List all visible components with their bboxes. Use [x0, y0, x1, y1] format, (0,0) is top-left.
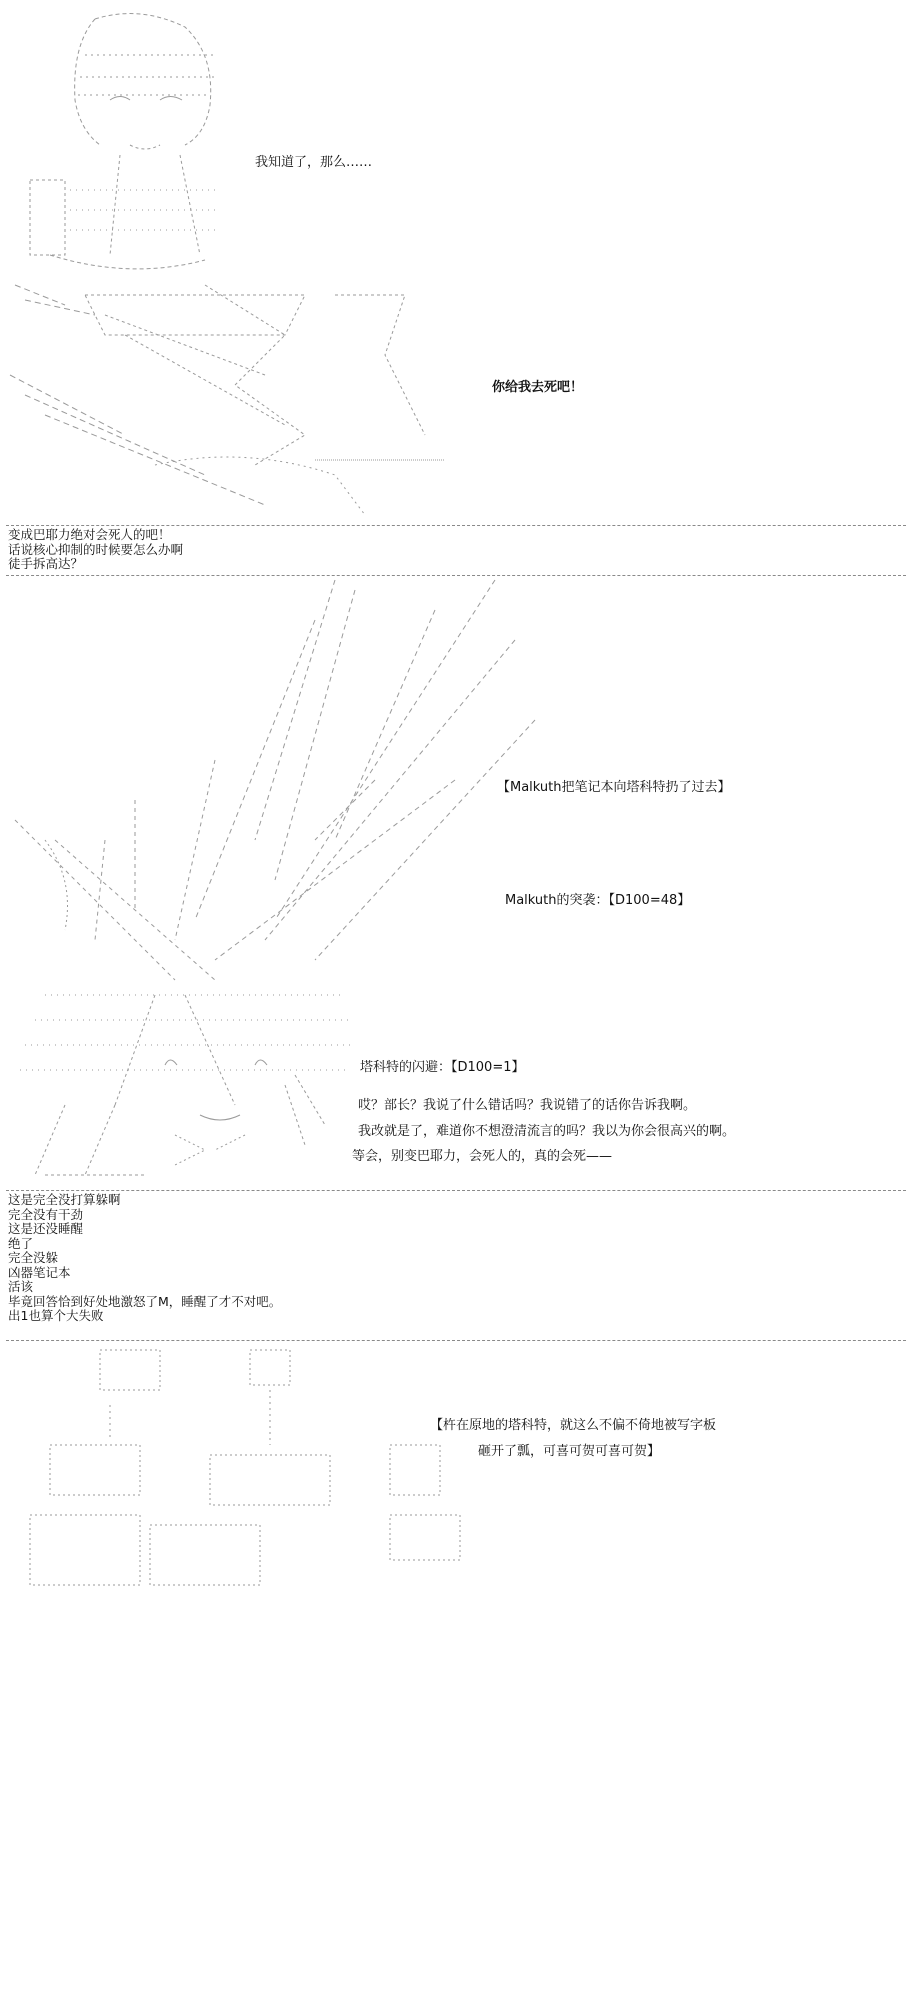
- comment-line: 毕竟回答恰到好处地激怒了M，睡醒了才不对吧。: [8, 1293, 282, 1309]
- section-divider: [6, 1190, 906, 1191]
- comment-line: 话说核心抑制的时候要怎么办啊: [8, 541, 184, 557]
- section-divider: [6, 575, 906, 576]
- comment-line: 活该: [8, 1279, 34, 1294]
- malkuth-attack-roll: Malkuth的突袭：【D100=48】: [505, 893, 691, 908]
- comment-block-2: [8, 1193, 281, 1324]
- takete-line-3: 等会，别变巴耶力，会死人的，真的会死——: [352, 1149, 613, 1164]
- comment-line: 完全没有干劲: [8, 1206, 84, 1222]
- section-divider: [6, 1340, 906, 1341]
- speed-lines-art: [15, 580, 535, 980]
- comment-line: 凶器笔记本: [8, 1264, 71, 1280]
- comment-line: 出1也算个大失败: [8, 1308, 104, 1323]
- narration-line-1: 【杵在原地的塔科特，就这么不偏不倚地被写字板: [430, 1418, 717, 1433]
- character-portrait-art: [10, 5, 270, 265]
- narration-line-2: 砸开了瓢，可喜可贺可喜可贺】: [478, 1444, 661, 1459]
- comment-line: 这是还没睡醒: [8, 1221, 84, 1236]
- malkuth-action-note: 【Malkuth把笔记本向塔科特扔了过去】: [497, 780, 731, 795]
- takete-line-1: 哎？部长？我说了什么错话吗？我说错了的话你告诉我啊。: [358, 1098, 697, 1113]
- character-line-1: 我知道了，那么……: [255, 155, 373, 170]
- comment-line: 变成巴耶力绝对会死人的吧！: [8, 527, 171, 542]
- attack-lunge-art: [5, 275, 445, 525]
- comment-line: 完全没躲: [8, 1250, 59, 1265]
- comment-line: 绝了: [8, 1235, 34, 1251]
- comment-line: 徒手拆高达？: [8, 556, 84, 571]
- takete-dodge-roll: 塔科特的闪避：【D100=1】: [360, 1060, 525, 1075]
- section-divider: [6, 525, 906, 526]
- comment-block-1: [8, 528, 183, 572]
- character-line-2: 你给我去死吧！: [492, 380, 584, 395]
- takete-line-2: 我改就是了，难道你不想澄清流言的吗？我以为你会很高兴的啊。: [358, 1124, 736, 1139]
- comment-line: 这是完全没打算躲啊: [8, 1192, 121, 1207]
- surprised-character-art: [5, 985, 365, 1185]
- crowd-art: [10, 1345, 470, 1595]
